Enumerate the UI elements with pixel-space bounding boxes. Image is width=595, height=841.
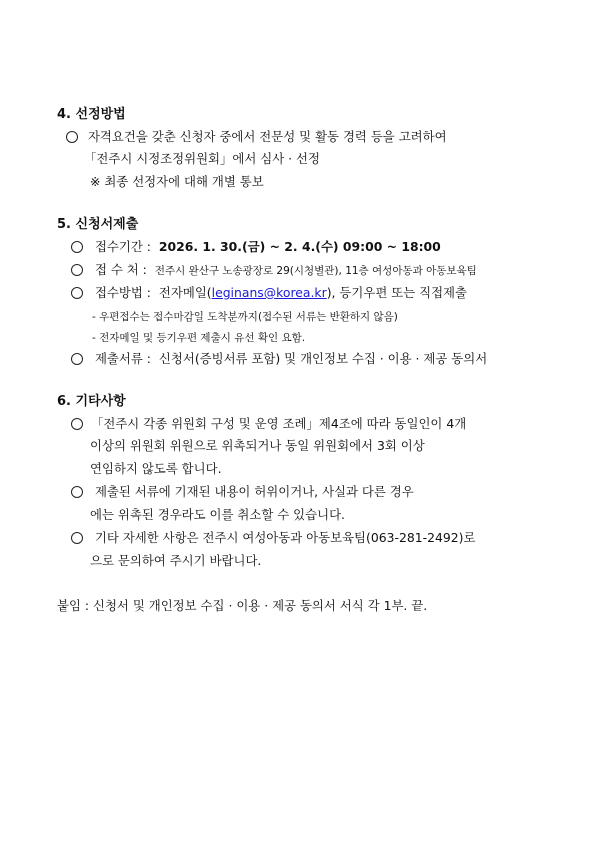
- method-label: 접수방법 :: [94, 285, 151, 300]
- section4-title: 4. 선정방법: [57, 107, 126, 122]
- method-sub1: - 우편접수는 접수마감일 도착분까지(접수된 서류는 반환하지 않음): [92, 311, 398, 323]
- etc-item1: [71, 416, 466, 432]
- circle-bullet-icon: [71, 241, 83, 253]
- etc-item1-line3: 연임하지 않도록 합니다.: [90, 461, 222, 476]
- method-sub2: - 전자메일 및 등기우편 제출시 유선 확인 요함.: [92, 332, 306, 344]
- etc-item2: [71, 484, 414, 500]
- etc-item2-line2: 에는 위촉된 경우라도 이를 취소할 수 있습니다.: [90, 507, 345, 522]
- method-suffix: ), 등기우편 또는 직접제출: [326, 285, 468, 300]
- place-label: 접 수 처 :: [94, 262, 147, 277]
- etc-item1-line1: 「전주시 각종 위원회 구성 및 운영 조례」제4조에 따라 동일인이 4개: [90, 416, 467, 431]
- place-value: 전주시 완산구 노송광장로 29(시청별관), 11층 여성아동과 아동보육팀: [154, 265, 477, 277]
- period-row: [71, 239, 441, 255]
- docs-value: 신청서(증빙서류 포함) 및 개인정보 수집 · 이용 · 제공 동의서: [158, 351, 488, 366]
- circle-bullet-icon: [71, 486, 83, 498]
- email-link[interactable]: leginans@korea.kr: [211, 285, 327, 300]
- attachment-line: 붙임 : 신청서 및 개인정보 수집 · 이용 · 제공 동의서 서식 각 1부. 끝.: [57, 598, 428, 613]
- circle-bullet-icon: [71, 532, 83, 544]
- etc-item3: [71, 530, 475, 546]
- etc-item3-line1: 기타 자세한 사항은 전주시 여성아동과 아동보육팀(063-281-2492)로: [94, 530, 476, 545]
- place-row: [71, 262, 477, 279]
- circle-bullet-icon: [71, 418, 83, 430]
- circle-bullet-icon: [66, 131, 78, 143]
- section4-item: [66, 129, 447, 145]
- section4-line1: 자격요건을 갖춘 신청자 중에서 전문성 및 활동 경력 등을 고려하여: [87, 129, 447, 144]
- docs-row: [71, 351, 487, 367]
- method-prefix: 전자메일(: [158, 285, 212, 300]
- period-label: 접수기간 :: [94, 239, 151, 254]
- etc-item2-line1: 제출된 서류에 기재된 내용이 허위이거나, 사실과 다른 경우: [94, 484, 414, 499]
- etc-item1-line2: 이상의 위원회 위원으로 위촉되거나 동일 위원회에서 3회 이상: [90, 438, 425, 453]
- section6-title: 6. 기타사항: [57, 394, 126, 409]
- section5-title: 5. 신청서제출: [57, 217, 139, 232]
- circle-bullet-icon: [71, 353, 83, 365]
- section4-note: ※ 최종 선정자에 대해 개별 통보: [90, 174, 264, 189]
- circle-bullet-icon: [71, 264, 83, 276]
- section4-line2: 「전주시 시정조정위원회」에서 심사 · 선정: [84, 151, 320, 166]
- period-value: 2026. 1. 30.(금) ~ 2. 4.(수) 09:00 ~ 18:00: [158, 239, 441, 254]
- method-row: [71, 285, 467, 301]
- docs-label: 제출서류 :: [94, 351, 151, 366]
- circle-bullet-icon: [71, 287, 83, 299]
- etc-item3-line2: 으로 문의하여 주시기 바랍니다.: [90, 553, 262, 568]
